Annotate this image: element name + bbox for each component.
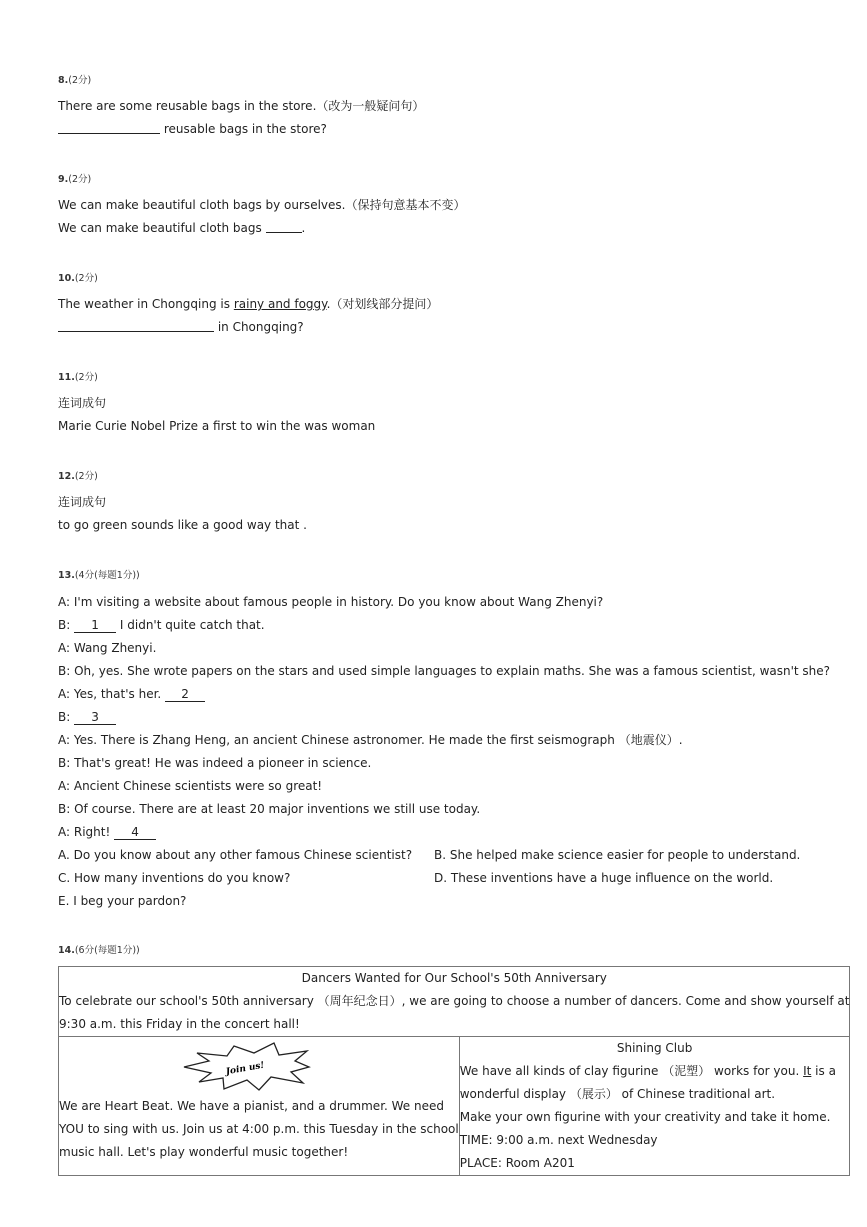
dialog-line: B: Of course. There are at least 20 major inventions we still use today. — [58, 802, 481, 816]
shining-line: wonderful display （展示） of Chinese traditional art. — [459, 1087, 776, 1101]
option-c[interactable]: C. How many inventions do you know? — [58, 871, 291, 885]
shining-text: We have all kinds of clay figurine （泥塑） works for you. — [459, 1064, 804, 1078]
q10-header — [58, 270, 98, 284]
q14-header — [58, 942, 140, 956]
dialog-line — [58, 709, 116, 725]
q8-answer-blank[interactable] — [58, 121, 160, 134]
dialog-line: A: Ancient Chinese scientists were so great! — [58, 779, 323, 793]
heartbeat-line: music hall. Let's play wonderful music together! — [59, 1145, 349, 1159]
dialog-line: A: I'm visiting a website about famous people in history. Do you know about Wang Zhenyi? — [58, 595, 604, 609]
q11-words: Marie Curie Nobel Prize a first to win the was woman — [58, 419, 376, 433]
q12-score: (2分) — [74, 471, 98, 482]
burst-text: Join us! — [225, 1060, 266, 1078]
q11-header — [58, 369, 98, 383]
shining-text: is a — [811, 1064, 836, 1078]
q8-number: 8. — [58, 75, 69, 86]
q9-number: 9. — [58, 174, 69, 185]
shining-line: Make your own figurine with your creativity and take it home. — [459, 1110, 831, 1124]
q9-answer-line — [58, 220, 305, 236]
dialog-blank-2[interactable]: 2 — [165, 688, 205, 702]
heartbeat-ad — [59, 1037, 460, 1176]
q11-instruction: 连词成句 — [58, 396, 107, 410]
dialog-line — [58, 686, 205, 702]
dialog-blank-1[interactable]: 1 — [74, 619, 116, 633]
q8-answer-line — [58, 121, 327, 137]
heartbeat-line: We are Heart Beat. We have a pianist, and a drummer. We need — [59, 1099, 444, 1113]
dialog-blank-4[interactable]: 4 — [114, 826, 156, 840]
q8-answer-tail: reusable bags in the store? — [160, 122, 327, 136]
dancers-notice-line: 9:30 a.m. this Friday in the concert hall! — [59, 1017, 300, 1031]
dialog-line: A: Wang Zhenyi. — [58, 641, 157, 655]
q10-sentence-head: The weather in Chongqing is — [58, 297, 234, 311]
q8-header — [58, 72, 91, 86]
option-d[interactable]: D. These inventions have a huge influence on the world. — [434, 871, 774, 885]
q12-header — [58, 468, 98, 482]
shining-club-title: Shining Club — [616, 1041, 693, 1055]
shining-time: TIME: 9:00 a.m. next Wednesday — [459, 1133, 658, 1147]
dialog-blank-3[interactable]: 3 — [74, 711, 116, 725]
option-e[interactable]: E. I beg your pardon? — [58, 894, 187, 908]
q14-notice-table — [58, 966, 850, 1176]
option-a[interactable]: A. Do you know about any other famous Chinese scientist? — [58, 848, 413, 862]
q10-number: 10. — [58, 273, 75, 284]
shining-club-ad — [459, 1037, 850, 1176]
q9-score: (2分) — [68, 174, 92, 185]
dialog-text: I didn't quite catch that. — [116, 618, 265, 632]
q11-number: 11. — [58, 372, 75, 383]
shining-place: PLACE: Room A201 — [459, 1156, 575, 1170]
q8-score: (2分) — [68, 75, 92, 86]
heartbeat-line: YOU to sing with us. Join us at 4:00 p.m. this Tuesday in the school — [59, 1122, 459, 1136]
dialog-text: A: Right! — [58, 825, 115, 839]
q14-score: (6分(每题1分)) — [74, 945, 140, 956]
q10-sentence-tail: .（对划线部分提问） — [326, 297, 439, 311]
q8-sentence: There are some reusable bags in the store.（改为一般疑问句） — [58, 99, 425, 113]
q10-answer-tail: in Chongqing? — [214, 320, 304, 334]
q10-answer-blank[interactable] — [58, 319, 214, 332]
dialog-line: B: Oh, yes. She wrote papers on the stars and used simple languages to explain maths. She was a famous scientist, wasn't she? — [58, 664, 831, 678]
q10-answer-line — [58, 319, 304, 335]
burst-star-icon — [59, 1037, 429, 1095]
q11-score: (2分) — [74, 372, 98, 383]
dialog-text: A: Yes, that's her. — [58, 687, 166, 701]
shining-line — [460, 1060, 850, 1083]
q13-number: 13. — [58, 570, 75, 581]
q10-score: (2分) — [74, 273, 98, 284]
q9-answer-head: We can make beautiful cloth bags — [58, 221, 266, 235]
dialog-line — [58, 824, 156, 840]
dialog-speaker: B: — [58, 710, 75, 724]
q13-header — [58, 567, 140, 581]
q9-answer-blank[interactable] — [266, 220, 302, 233]
dancers-notice-line: To celebrate our school's 50th anniversary （周年纪念日）, we are going to choose a number of dancers. Come and show yourself at — [59, 994, 850, 1008]
q12-instruction: 连词成句 — [58, 495, 107, 509]
join-us-burst — [59, 1037, 459, 1095]
option-b[interactable]: B. She helped make science easier for people to understand. — [434, 848, 801, 862]
q12-number: 12. — [58, 471, 75, 482]
dancers-notice — [59, 967, 850, 1037]
dialog-line: A: Yes. There is Zhang Heng, an ancient Chinese astronomer. He made the first seismograph （地震仪）. — [58, 733, 683, 747]
q10-underlined-part: rainy and foggy — [233, 297, 327, 311]
q13-score: (4分(每题1分)) — [74, 570, 140, 581]
q12-words: to go green sounds like a good way that . — [58, 518, 307, 532]
dialog-speaker: B: — [58, 618, 75, 632]
q9-sentence: We can make beautiful cloth bags by ourselves.（保持句意基本不变） — [58, 198, 466, 212]
q10-sentence — [58, 296, 438, 312]
shining-underlined-it: It — [803, 1064, 812, 1078]
dialog-line: B: That's great! He was indeed a pioneer in science. — [58, 756, 372, 770]
dialog-line — [58, 617, 265, 633]
q14-number: 14. — [58, 945, 75, 956]
dancers-notice-title: Dancers Wanted for Our School's 50th Anniversary — [301, 971, 607, 985]
q9-answer-tail: . — [301, 221, 306, 235]
q9-header — [58, 171, 91, 185]
